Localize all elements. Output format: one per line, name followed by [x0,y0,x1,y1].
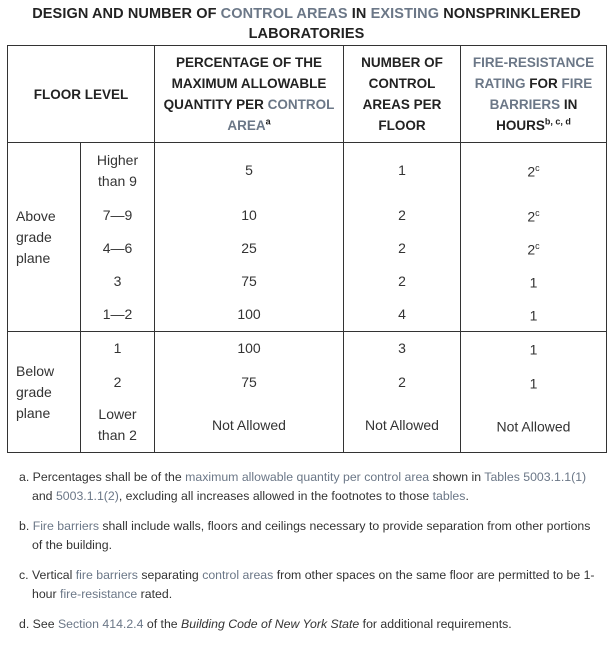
floor-level-cell: 2 [81,366,155,399]
title-text: NONSPRINKLERED [439,6,581,22]
footnote-text: for additional requirements. [359,617,512,631]
percentage-cell: 100 [155,298,344,332]
footnote-c [19,566,604,603]
fire-rating-value: 1 [529,375,538,392]
footnote-text: shall include walls, floors and ceilings necessary to provide separation from other portions of the building. [32,519,591,552]
header-floor-level: FLOOR LEVEL [8,46,155,143]
fire-rating-value: 2 [527,164,536,181]
table-5003-1-1-2-link[interactable]: 5003.1.1(2) [55,488,119,503]
number-cell: 3 [344,332,461,366]
percentage-cell: 75 [155,265,344,298]
fire-rating-value: Not Allowed [496,418,571,435]
floor-level-cell: 1—2 [81,298,155,332]
table-row [8,143,607,199]
number-cell: 2 [344,199,461,232]
footnote-a [19,468,604,505]
fire-barriers-link[interactable]: FIRE BARRIERS [489,76,593,112]
below-grade-section [8,332,607,453]
percentage-cell: 25 [155,232,344,265]
percentage-cell: Not Allowed [155,399,344,453]
fire-rating-cell [461,199,607,232]
percentage-cell: 10 [155,199,344,232]
percentage-cell: 75 [155,366,344,399]
fire-barriers-link[interactable]: Fire barriers [32,519,99,533]
floor-level-cell: 7—9 [81,199,155,232]
maximum-allowable-quantity-link[interactable]: maximum allowable quantity per control area [185,470,430,484]
fire-rating-value: 1 [529,274,538,291]
percentage-cell: 100 [155,332,344,366]
footnote-d [19,615,604,634]
table-row [8,366,607,399]
footnote-ref: c [535,163,540,174]
footnote-text: , excluding all increases allowed in the footnotes to those [118,488,433,503]
header-fire-resistance [461,46,607,143]
table-title [0,0,613,44]
fire-rating-cell [461,366,607,399]
table-row [8,332,607,366]
title-line-2: LABORATORIES [248,26,365,42]
percentage-cell: 5 [155,143,344,199]
fire-rating-cell [461,143,607,199]
fire-rating-value: 1 [529,342,538,359]
table-5003-1-1-1-link[interactable]: Tables 5003.1.1(1) [484,470,587,484]
header-percentage [155,46,344,143]
footnote-text: d. See [19,617,58,631]
footnote-text: c. Vertical [19,568,76,582]
footnote-text: a. Percentages shall be of the [19,470,186,484]
floor-level-cell: Higher than 9 [81,143,155,199]
floor-level-cell: Lower than 2 [81,399,155,453]
control-areas-link[interactable]: CONTROL AREAS [220,6,348,22]
section-414-2-4-link[interactable]: Section 414.2.4 [57,617,144,631]
footnotes [19,468,604,646]
group-above-grade: Above grade plane [8,143,81,332]
tables-link[interactable]: tables [432,488,466,503]
control-areas-table [7,45,607,453]
title-text: DESIGN AND NUMBER OF [32,6,221,22]
floor-level-cell: 3 [81,265,155,298]
footnote-text: of the [143,617,182,631]
floor-level-cell: 1 [81,332,155,366]
table-row [8,399,607,453]
header-text: IN HOURS [496,97,578,133]
title-text: IN [347,6,371,22]
footnote-ref: b, c, d [544,116,571,127]
footnote-b [19,517,604,554]
footnote-ref: c [535,207,540,218]
table-row [8,232,607,265]
number-cell: Not Allowed [344,399,461,453]
footnote-text: b. [19,519,33,533]
footnote-text: shown in [429,470,485,484]
fire-rating-value: 1 [529,307,538,324]
number-cell: 2 [344,366,461,399]
table-row [8,298,607,332]
fire-rating-cell [461,298,607,332]
header-text: FOR [525,76,562,91]
number-cell: 1 [344,143,461,199]
footnote-text: from other spaces on the same floor are permitted to be 1-hour [32,568,595,601]
existing-link[interactable]: EXISTING [370,6,440,22]
number-cell: 2 [344,265,461,298]
floor-level-cell: 4—6 [81,232,155,265]
building-code-title: of New York State [261,617,360,631]
number-cell: 4 [344,298,461,332]
title-line-1 [0,4,613,24]
fire-barriers-link[interactable]: fire barriers [75,568,138,582]
group-below-grade: Below grade plane [8,332,81,453]
fire-rating-cell [461,399,607,453]
control-area-link[interactable]: CONTROL AREA [227,97,335,133]
footnote-ref: c [535,240,540,251]
fire-rating-value: 2 [527,241,536,258]
number-cell: 2 [344,232,461,265]
building-code-title: Building Code [181,617,258,631]
footnote-text: separating [137,568,203,582]
control-areas-link[interactable]: control areas [202,568,274,582]
fire-rating-cell [461,265,607,298]
fire-rating-cell [461,332,607,366]
fire-resistance-link[interactable]: fire-resistance [60,586,138,601]
above-grade-section [8,143,607,332]
footnote-text: rated. [137,586,173,601]
footnote-text: and [32,488,56,503]
footnote-text: . [465,488,469,503]
fire-rating-value: 2 [527,208,536,225]
table-row [8,199,607,232]
header-number: NUMBER OF CONTROL AREAS PER FLOOR [344,46,461,143]
fire-resistance-rating-link[interactable]: FIRE-RESISTANCE RATING [472,55,595,91]
header-text: PERCENTAGE OF THE MAXIMUM ALLOWABLE QUANTITY PER [163,55,327,112]
fire-rating-cell [461,232,607,265]
table-row [8,265,607,298]
footnote-ref: a [265,116,271,127]
